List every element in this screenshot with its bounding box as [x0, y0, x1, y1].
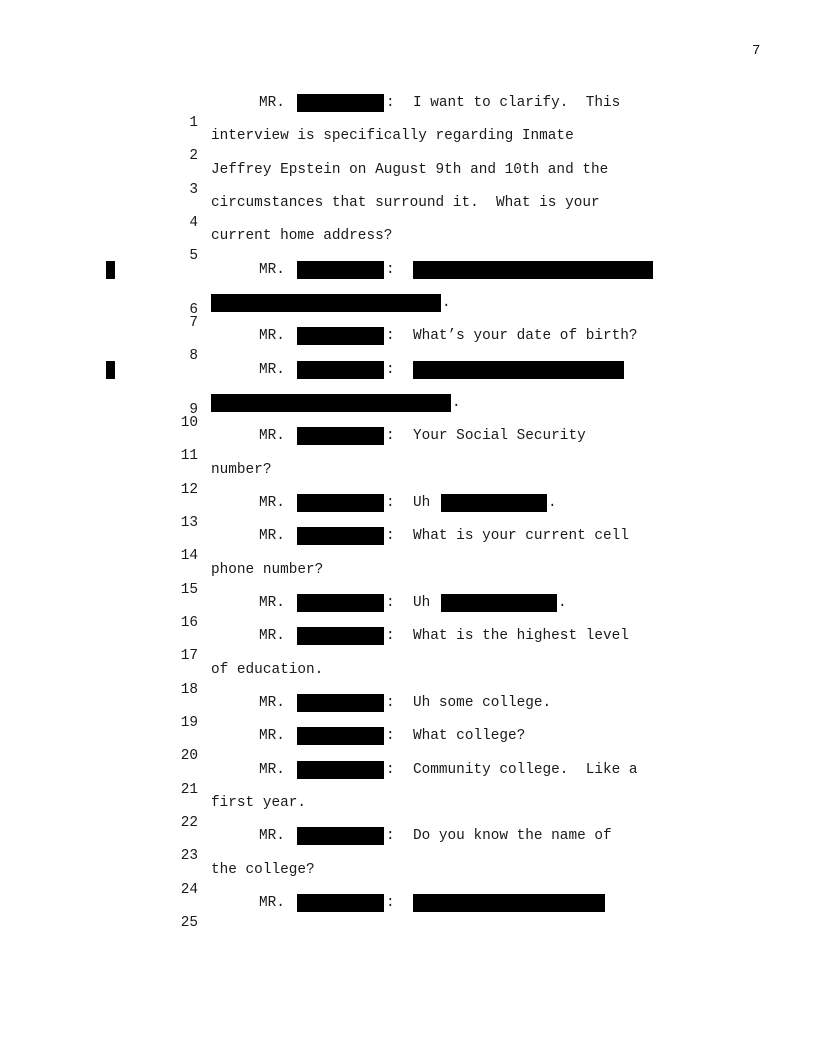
speaker-prefix: MR. [259, 895, 285, 911]
line-number: 14 [180, 548, 198, 564]
transcript-line [0, 160, 816, 198]
transcript-line [0, 893, 816, 931]
line-text: of education. [211, 662, 324, 678]
transcript-line [0, 293, 816, 331]
redaction-speaker [297, 361, 384, 379]
line-text: current home address? [211, 228, 393, 244]
redaction-speaker [297, 694, 384, 712]
transcript-line [0, 826, 816, 864]
line-number: 6 [189, 302, 198, 318]
line-text: the college? [211, 862, 315, 878]
redaction-block [413, 261, 653, 279]
redaction-speaker [297, 627, 384, 645]
transcript-line [0, 460, 816, 498]
line-number: 16 [180, 615, 198, 631]
redaction-speaker [297, 761, 384, 779]
line-period: . [558, 595, 567, 611]
transcript-line [0, 860, 816, 898]
redaction-block [413, 894, 605, 912]
speaker-colon: : [386, 628, 395, 644]
transcript-line [0, 393, 816, 431]
line-text: What’s your date of birth? [413, 328, 638, 344]
redaction-speaker [297, 827, 384, 845]
line-number: 20 [180, 748, 198, 764]
speaker-colon: : [386, 328, 395, 344]
line-number: 3 [189, 182, 198, 198]
redaction-speaker [297, 327, 384, 345]
transcript-line [0, 526, 816, 564]
redaction-speaker [297, 894, 384, 912]
transcript-line [0, 126, 816, 164]
line-text: number? [211, 462, 272, 478]
line-number: 5 [189, 248, 198, 264]
line-period: . [442, 295, 451, 311]
speaker-colon: : [386, 362, 395, 378]
line-text: Your Social Security [413, 428, 586, 444]
transcript-line [0, 793, 816, 831]
transcript-line [0, 493, 816, 531]
speaker-prefix: MR. [259, 728, 285, 744]
transcript-line [0, 326, 816, 364]
transcript-line [0, 193, 816, 231]
redaction-block [211, 394, 451, 412]
speaker-prefix: MR. [259, 528, 285, 544]
line-number: 25 [180, 915, 198, 931]
transcript-line [0, 660, 816, 698]
speaker-prefix: MR. [259, 828, 285, 844]
transcript-line [0, 93, 816, 131]
margin-redaction-mark [106, 261, 115, 279]
line-number: 17 [180, 648, 198, 664]
transcript-line [0, 593, 816, 631]
margin-redaction-mark [106, 361, 115, 379]
line-number: 15 [180, 582, 198, 598]
speaker-prefix: MR. [259, 95, 285, 111]
speaker-colon: : [386, 728, 395, 744]
speaker-colon: : [386, 895, 395, 911]
line-number: 1 [189, 115, 198, 131]
speaker-prefix: MR. [259, 595, 285, 611]
speaker-colon: : [386, 428, 395, 444]
line-text: first year. [211, 795, 306, 811]
transcript-line [0, 560, 816, 598]
redaction-block [441, 494, 547, 512]
line-text: I want to clarify. This [413, 95, 621, 111]
speaker-prefix: MR. [259, 628, 285, 644]
line-number: 12 [180, 482, 198, 498]
transcript-line [0, 693, 816, 731]
redaction-speaker [297, 727, 384, 745]
speaker-prefix: MR. [259, 328, 285, 344]
speaker-prefix: MR. [259, 362, 285, 378]
redaction-speaker [297, 427, 384, 445]
transcript-line [0, 426, 816, 464]
line-text: Uh [413, 595, 431, 611]
page-number: 7 [752, 43, 761, 59]
line-text: Community college. Like a [413, 762, 638, 778]
line-number: 2 [189, 148, 198, 164]
redaction-speaker [297, 261, 384, 279]
speaker-colon: : [386, 495, 395, 511]
redaction-speaker [297, 494, 384, 512]
line-period: . [548, 495, 557, 511]
line-number: 13 [180, 515, 198, 531]
speaker-prefix: MR. [259, 495, 285, 511]
line-text: interview is specifically regarding Inmate [211, 128, 574, 144]
line-text: Do you know the name of [413, 828, 612, 844]
line-text: What college? [413, 728, 526, 744]
line-number: 7 [189, 315, 198, 331]
line-number: 19 [180, 715, 198, 731]
speaker-prefix: MR. [259, 695, 285, 711]
transcript-line [0, 226, 816, 264]
speaker-colon: : [386, 595, 395, 611]
redaction-speaker [297, 594, 384, 612]
line-text: What is the highest level [413, 628, 629, 644]
speaker-colon: : [386, 528, 395, 544]
speaker-prefix: MR. [259, 262, 285, 278]
redaction-block [413, 361, 624, 379]
line-text: circumstances that surround it. What is your [211, 195, 600, 211]
line-number: 8 [189, 348, 198, 364]
speaker-colon: : [386, 262, 395, 278]
line-number: 18 [180, 682, 198, 698]
line-text: Jeffrey Epstein on August 9th and 10th and the [211, 162, 609, 178]
line-number: 4 [189, 215, 198, 231]
line-number: 22 [180, 815, 198, 831]
redaction-speaker [297, 527, 384, 545]
speaker-colon: : [386, 695, 395, 711]
line-text: Uh [413, 495, 431, 511]
line-text: Uh some college. [413, 695, 552, 711]
redaction-block [441, 594, 557, 612]
redaction-block [211, 294, 441, 312]
line-number: 9 [189, 402, 198, 418]
line-number: 24 [180, 882, 198, 898]
speaker-colon: : [386, 95, 395, 111]
transcript-line [0, 360, 816, 418]
line-text: phone number? [211, 562, 324, 578]
line-period: . [452, 395, 461, 411]
speaker-colon: : [386, 762, 395, 778]
redaction-speaker [297, 94, 384, 112]
speaker-prefix: MR. [259, 762, 285, 778]
line-number: 10 [180, 415, 198, 431]
line-number: 21 [180, 782, 198, 798]
transcript-line [0, 260, 816, 318]
transcript-line [0, 760, 816, 798]
speaker-prefix: MR. [259, 428, 285, 444]
line-number: 23 [180, 848, 198, 864]
line-text: What is your current cell [413, 528, 629, 544]
transcript-line [0, 626, 816, 664]
transcript-line [0, 726, 816, 764]
line-number: 11 [180, 448, 198, 464]
speaker-colon: : [386, 828, 395, 844]
